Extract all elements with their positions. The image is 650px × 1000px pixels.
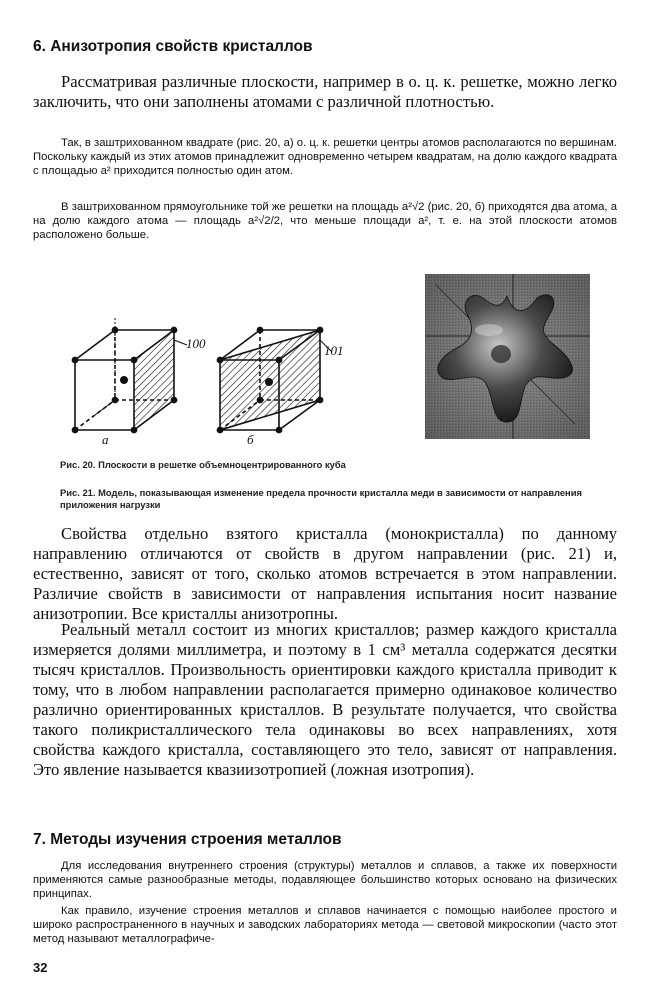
small-paragraph-microscopy: Как правило, изучение строения металлов и сплавов начинается с помощью наиболее простого и широко распространенного в научных и заводских лабораториях метода — световой микроскопии (часто этот метод называют металлографиче- <box>33 905 617 946</box>
paragraph-real-metal: Реальный металл состоит из многих кристаллов; размер каждого кристалла измеряется долями миллиметра, и поэтому в 1 см³ металла содержатся десятки тысяч кристаллов. Произвольность ориентировки каждого кристалла приводит к тому, что в любом направлении располагается примерно одинаковое количество различно ориентированных кристаллов. В результате получается, что свойства такого поликристаллического тела одинаковы во всех направлениях, хотя свойства каждого кристалла, составляющего это тело, зависят от направления. Это явление называется квазиизотропией (ложная изотропия). <box>33 620 617 779</box>
section-heading-6: 6. Анизотропия свойств кристаллов <box>33 38 313 55</box>
small-paragraph-methods: Для исследования внутреннего строения (структуры) металлов и сплавов, а также их поверхности применяются самые разнообразные методы, подавляющее большинство которых основано на физических принципах. <box>33 860 617 901</box>
figure-21-star-model <box>425 274 590 439</box>
small-paragraph-rectangle: В заштрихованном прямоугольнике той же решетки на площадь a²√2 (рис. 20, б) приходятся два атома, а на долю каждого атома — площадь a²√2/2, что меньше площади a², т. е. на этой плоскости атомов расположено больше. <box>33 201 617 242</box>
figure-20-cubes <box>62 300 352 455</box>
figure-20-caption: Рис. 20. Плоскости в решетке объемноцентрированного куба <box>60 459 346 470</box>
label-a: а <box>102 432 109 447</box>
hatched-plane-100 <box>134 330 174 430</box>
label-100: 100 <box>186 336 206 351</box>
cube-a <box>72 318 187 433</box>
figure-21-caption: Рис. 21. Модель, показывающая изменение предела прочности кристалла меди в зависимости от направления приложения нагрузки <box>60 487 582 510</box>
small-paragraph-square: Так, в заштрихованном квадрате (рис. 20, а) о. ц. к. решетки центры атомов располагаются по вершинам. Поскольку каждый из этих атомов принадлежит одновременно четырем квадратам, на долю каждого квадрата с площадью a² приходится полностью один атом. <box>33 137 617 178</box>
intro-paragraph: Рассматривая различные плоскости, например в о. ц. к. решетке, можно легко заключить, что они заполнены атомами с различной плотностью. <box>33 72 617 111</box>
cube-b <box>217 327 332 432</box>
section-heading-7: 7. Методы изучения строения металлов <box>33 831 342 848</box>
label-b: б <box>247 432 254 447</box>
label-101: 101 <box>324 343 344 358</box>
paragraph-anisotropy: Свойства отдельно взятого кристалла (монокристалла) по данному направлению отличаются от свойств в другом направлении (рис. 21) и, естественно, зависят от того, сколько атомов встречается в этом направлении. Различие свойств в зависимости от направления испытания носит название анизотропии. Все кристаллы анизотропны. <box>33 524 617 623</box>
page-number: 32 <box>33 960 48 975</box>
